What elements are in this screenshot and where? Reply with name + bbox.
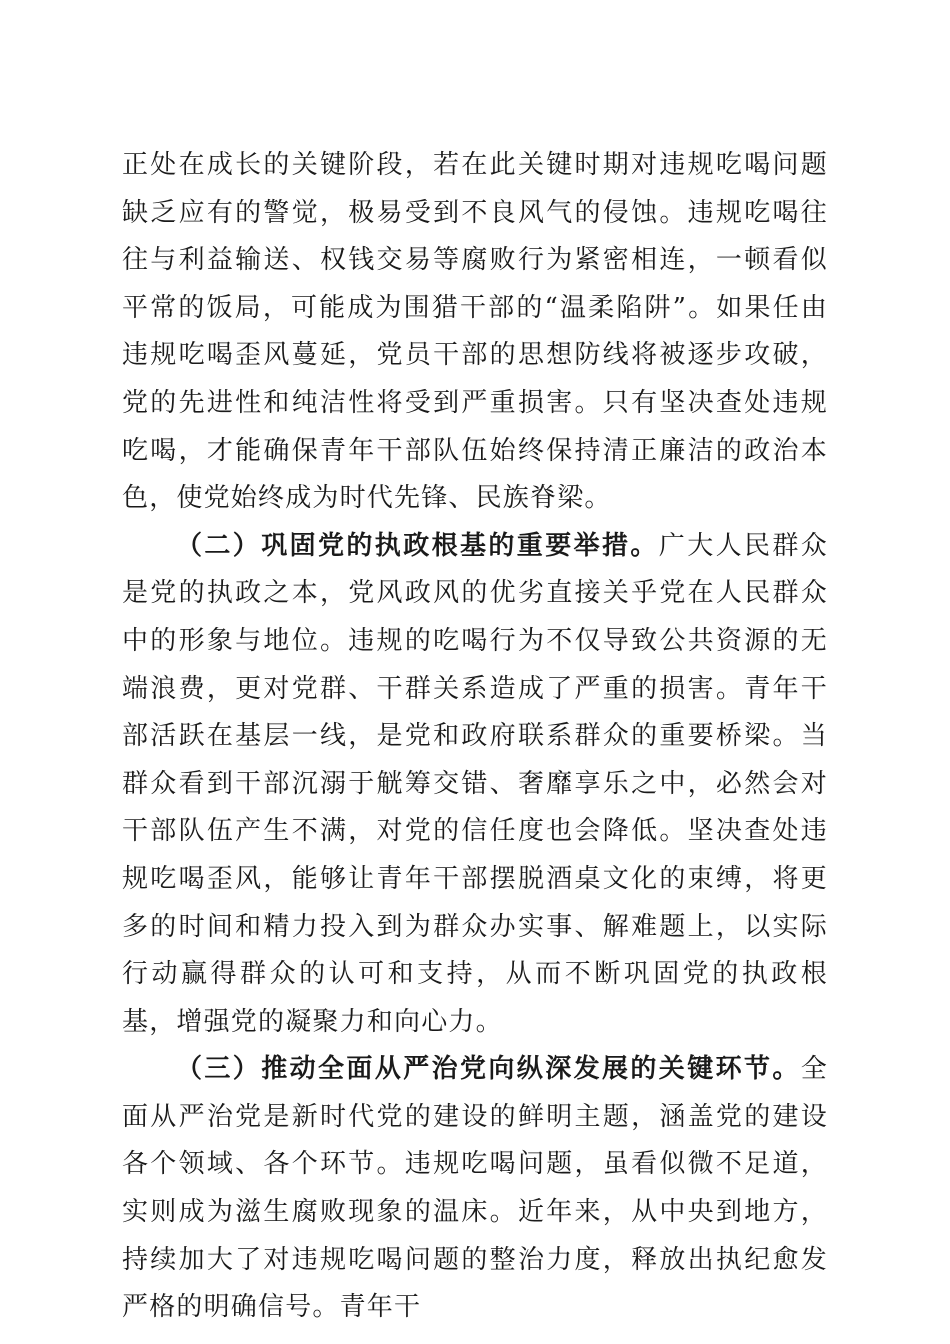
document-body bbox=[122, 142, 828, 1332]
section-heading: （二）巩固党的执政根基的重要举措。 bbox=[176, 530, 659, 561]
paragraph-section-2 bbox=[122, 523, 828, 1047]
paragraph-body: 全面从严治党是新时代党的建设的鲜明主题，涵盖党的建设各个领域、各个环节。违规吃喝问题，虽看似微不足道，实则成为滋生腐败现象的温床。近年来，从中央到地方，持续加大了对违规吃喝问题的整治力度，释放出执纪愈发严格的明确信号。青年干 bbox=[122, 1054, 828, 1323]
paragraph-body: 正处在成长的关键阶段，若在此关键时期对违规吃喝问题缺乏应有的警觉，极易受到不良风气的侵蚀。违规吃喝往往与利益输送、权钱交易等腐败行为紧密相连，一顿看似平常的饭局，可能成为围猎干部的“温柔陷阱”。如果任由违规吃喝歪风蔓延，党员干部的思想防线将被逐步攻破，党的先进性和纯洁性将受到严重损害。只有坚决查处违规吃喝，才能确保青年干部队伍始终保持清正廉洁的政治本色，使党始终成为时代先锋、民族脊梁。 bbox=[122, 150, 828, 514]
paragraph-body: 广大人民群众是党的执政之本，党风政风的优劣直接关乎党在人民群众中的形象与地位。违规的吃喝行为不仅导致公共资源的无端浪费，更对党群、干群关系造成了严重的损害。青年干部活跃在基层一线，是党和政府联系群众的重要桥梁。当群众看到干部沉溺于觥筹交错、奢靡享乐之中，必然会对干部队伍产生不满，对党的信任度也会降低。坚决查处违规吃喝歪风，能够让青年干部摆脱酒桌文化的束缚，将更多的时间和精力投入到为群众办实事、解难题上，以实际行动赢得群众的认可和支持，从而不断巩固党的执政根基，增强党的凝聚力和向心力。 bbox=[122, 530, 828, 1037]
paragraph-continuation bbox=[122, 142, 828, 523]
paragraph-section-3 bbox=[122, 1046, 828, 1332]
section-heading: （三）推动全面从严治党向纵深发展的关键环节。 bbox=[176, 1054, 801, 1085]
